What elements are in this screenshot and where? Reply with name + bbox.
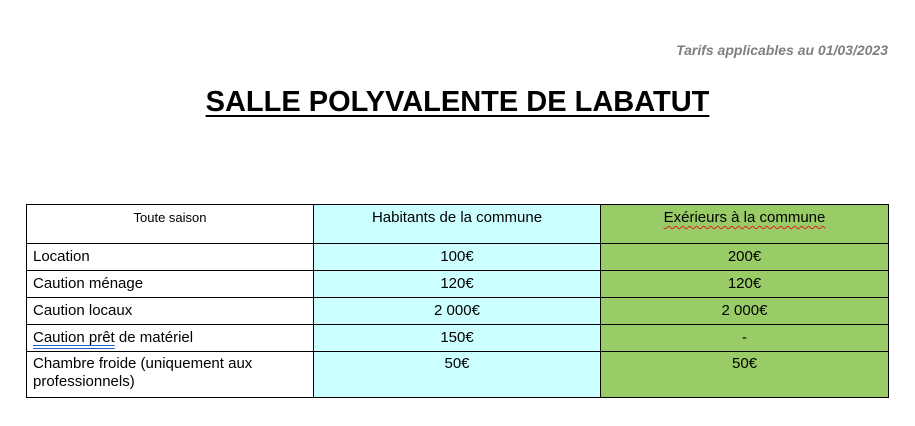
row-label — [27, 271, 314, 298]
table-row-location — [27, 244, 889, 271]
row-label-text: Caution ménage — [33, 275, 144, 292]
exterieurs-price: 120€ — [601, 271, 889, 298]
tarifs-date-note: Tarifs applicables au 01/03/2023 — [676, 42, 888, 58]
habitants-price: 100€ — [314, 244, 601, 271]
habitants-price: 150€ — [314, 325, 601, 352]
header-season: Toute saison — [27, 205, 314, 244]
habitants-price: 50€ — [314, 352, 601, 398]
page-title: SALLE POLYVALENTE DE LABATUT — [205, 86, 710, 118]
tarifs-table — [26, 204, 889, 398]
habitants-price: 120€ — [314, 271, 601, 298]
exterieurs-price: 200€ — [601, 244, 889, 271]
exterieurs-price: 2 000€ — [601, 298, 889, 325]
row-label-text: Caution locaux — [33, 302, 133, 319]
row-label-text: Location — [33, 248, 90, 265]
header-exterieurs-text: Exérieurs à la commune — [663, 209, 826, 226]
row-label-text: Chambre froide (uniquement aux professionnels) — [33, 355, 253, 390]
header-habitants: Habitants de la commune — [314, 205, 601, 244]
header-exterieurs — [601, 205, 889, 244]
row-label — [27, 352, 314, 398]
table-row-caution-pret-materiel — [27, 325, 889, 352]
row-label — [27, 244, 314, 271]
exterieurs-price: 50€ — [601, 352, 889, 398]
exterieurs-price: - — [601, 325, 889, 352]
table-header-row — [27, 205, 889, 244]
row-label-text-rest: de matériel — [114, 329, 194, 346]
habitants-price: 2 000€ — [314, 298, 601, 325]
table-row-caution-menage — [27, 271, 889, 298]
row-label — [27, 325, 314, 352]
table-row-chambre-froide — [27, 352, 889, 398]
row-label — [27, 298, 314, 325]
table-row-caution-locaux — [27, 298, 889, 325]
row-label-text: Caution prêt — [33, 329, 115, 346]
